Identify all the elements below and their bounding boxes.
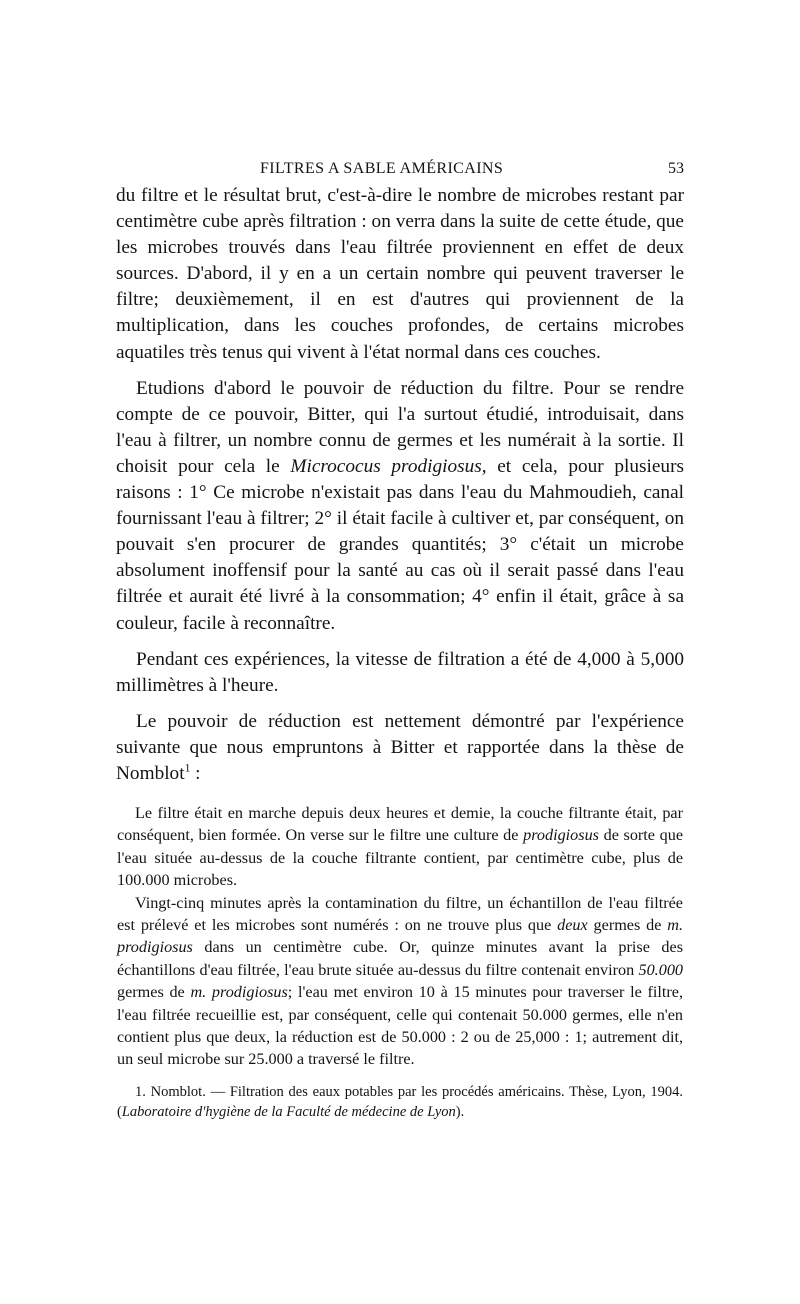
footnote-italic: Laboratoire d'hygiène de la Faculté de médecine de Lyon (121, 1104, 456, 1121)
quote-1-italic: prodigiosus (523, 826, 599, 845)
quote-2-text-c: dans un centimètre cube. Or, quinze minutes avant la prise des échantillons d'eau filtrée, l'eau brute située au-dessus du filtre contenait environ (117, 938, 683, 979)
quote-2-text-d: germes de (117, 983, 191, 1002)
quoted-passage (117, 802, 683, 1071)
paragraph-4-text-b: : (190, 762, 201, 784)
paragraph-2 (116, 376, 684, 637)
quote-2-italic-4: m. prodigiosus (190, 983, 288, 1002)
paragraph-4-text-a: Le pouvoir de réduction est nettement démontré par l'expérience suivante que nous empruntons à Bitter et rapportée dans la thèse de Nomblot (116, 710, 684, 784)
paragraph-2-text-a: Etudions d'abord le pouvoir de réduction du filtre. Pour se rendre compte de ce pouvoir, Bitter, qui l'a surtout étudié, introduisait, dans l'eau à filtrer, un nombre connu de germes et les numérait à la sortie. Il choisit pour cela le (116, 377, 684, 477)
quote-2-text-b: germes de (587, 916, 668, 935)
quote-2-italic-1: deux (557, 916, 588, 935)
footnote-text-b: ). (455, 1104, 465, 1121)
footnote (117, 1082, 683, 1123)
species-name: Micrococus prodigiosus, (290, 455, 487, 477)
main-text (116, 183, 684, 797)
page-number: 53 (668, 160, 684, 177)
paragraph-4 (116, 709, 684, 787)
quote-2-italic-2: m. prodigiosus (117, 916, 684, 957)
quote-2-text-a: Vingt-cinq minutes après la contamination du filtre, un échantillon de l'eau filtrée est prélevé et les microbes sont numérés : on ne trouve plus que (117, 893, 683, 935)
paragraph-1-text: du filtre et le résultat brut, c'est-à-dire le nombre de microbes restant par centimètre cube après filtration : on verra dans la suite de cette étude, que les microbes trouvés dans l'eau filtrée proviennent en effet de deux sources. D'abord, il y en a un certain nombre qui peuvent traverser le filtre; deuxièmement, il en est d'autres qui proviennent de la multiplication, dans les couches profondes, de certains microbes aquatiles très tenus qui vivent à l'état normal dans ces couches. (116, 185, 684, 363)
quote-2-italic-3: 50.000 (638, 960, 683, 979)
running-header (118, 160, 684, 184)
quote-paragraph-1 (117, 802, 683, 892)
quote-paragraph-2 (117, 892, 683, 1071)
footnote-marker: 1 (184, 761, 191, 775)
quote-1-text-b: de sorte que l'eau située au-dessus de la couche filtrante contient, par centimètre cube, plus de 100.000 microbes. (117, 826, 684, 890)
quote-2-text-e: ; l'eau met environ 10 à 15 minutes pour traverser le filtre, l'eau filtrée recueillie est, par conséquent, celle qui contenait 50.000 germes, elle n'en contient plus que deux, la réduction est de 50.000 : 2 ou de 25,000 : 1; autrement dit, un seul microbe sur 25.000 a traversé le filtre. (117, 983, 683, 1069)
paragraph-1 (116, 183, 684, 366)
paragraph-2-text-b: et cela, pour plusieurs raisons : 1° Ce microbe n'existait pas dans l'eau du Mahmoudieh, canal fournissant l'eau à filtrer; 2° il était facile à cultiver et, par conséquent, on pouvait s'en procurer de grandes quantités; 3° c'était un microbe absolument inoffensif pour la santé au cas où il serait passé dans l'eau filtrée et aurait été livré à la consommation; 4° enfin il était, grâce à sa couleur, facile à reconnaître. (116, 455, 684, 634)
quote-1-text-a: Le filtre était en marche depuis deux heures et demie, la couche filtrante était, par conséquent, bien formée. On verse sur le filtre une culture de (117, 804, 683, 845)
paragraph-3-text: Pendant ces expériences, la vitesse de filtration a été de 4,000 à 5,000 millimètres à l'heure. (116, 648, 684, 696)
footnote-1 (117, 1082, 683, 1123)
running-title: FILTRES A SABLE AMÉRICAINS (260, 160, 504, 177)
footnote-text-a: 1. Nomblot. — Filtration des eaux potables par les procédés américains. Thèse, Lyon, 1904. ( (117, 1084, 683, 1121)
paragraph-3 (116, 647, 684, 699)
